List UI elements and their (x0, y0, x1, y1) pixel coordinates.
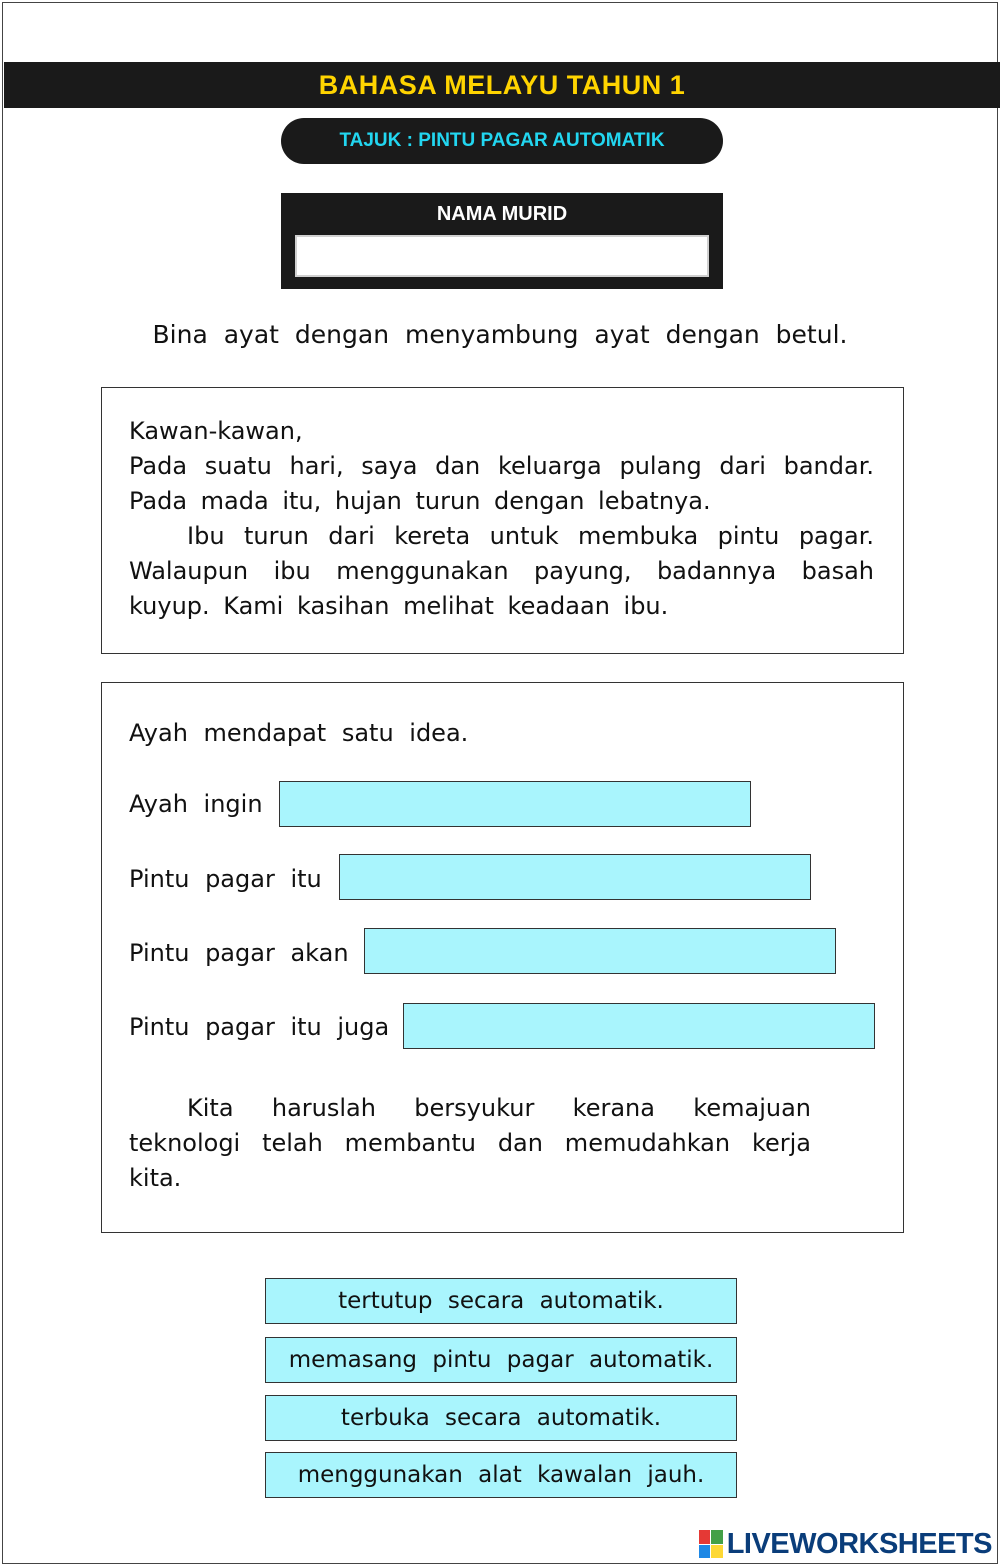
story-paragraph-2: Ibu turun dari kereta untuk membuka pintu pagar. Walaupun ibu menggunakan payung, badannya basah kuyup. Kami kasihan melihat keadaan ibu. (129, 522, 874, 620)
student-name-panel (281, 193, 723, 289)
brand-name: LIVEWORKSHEETS (726, 1527, 992, 1560)
task-intro: Ayah mendapat satu idea. (129, 719, 469, 747)
liveworksheets-logo-icon (699, 1530, 723, 1558)
topic-label: TAJUK : PINTU PAGAR AUTOMATIK (281, 118, 723, 164)
task-panel (101, 682, 904, 1233)
answer-slot-1[interactable] (279, 781, 751, 827)
answer-slot-3[interactable] (364, 928, 836, 974)
story-greeting: Kawan-kawan, (129, 417, 303, 445)
closing-text: Kita haruslah bersyukur kerana kemajuan teknologi telah membantu dan memudahkan kerja kita. (129, 1094, 811, 1192)
story-text (129, 414, 874, 624)
worksheet-title: BAHASA MELAYU TAHUN 1 (4, 62, 1000, 108)
option-menggunakan[interactable]: menggunakan alat kawalan jauh. (265, 1452, 737, 1498)
story-panel (101, 387, 904, 654)
prompt-pintu-pagar-itu-juga: Pintu pagar itu juga (129, 1013, 390, 1041)
prompt-ayah-ingin: Ayah ingin (129, 790, 263, 818)
option-memasang[interactable]: memasang pintu pagar automatik. (265, 1337, 737, 1383)
prompt-pintu-pagar-akan: Pintu pagar akan (129, 939, 349, 967)
student-name-input[interactable] (295, 235, 709, 277)
student-name-label: NAMA MURID (436, 203, 568, 225)
option-terbuka[interactable]: terbuka secara automatik. (265, 1395, 737, 1441)
instruction-text: Bina ayat dengan menyambung ayat dengan betul. (152, 320, 848, 349)
closing-paragraph (129, 1091, 811, 1196)
liveworksheets-brand[interactable] (699, 1527, 992, 1561)
answer-slot-4[interactable] (403, 1003, 875, 1049)
story-paragraph-1: Pada suatu hari, saya dan keluarga pulang dari bandar. Pada mada itu, hujan turun dengan lebatnya. (129, 452, 874, 515)
answer-slot-2[interactable] (339, 854, 811, 900)
option-tertutup[interactable]: tertutup secara automatik. (265, 1278, 737, 1324)
prompt-pintu-pagar-itu: Pintu pagar itu (129, 865, 322, 893)
